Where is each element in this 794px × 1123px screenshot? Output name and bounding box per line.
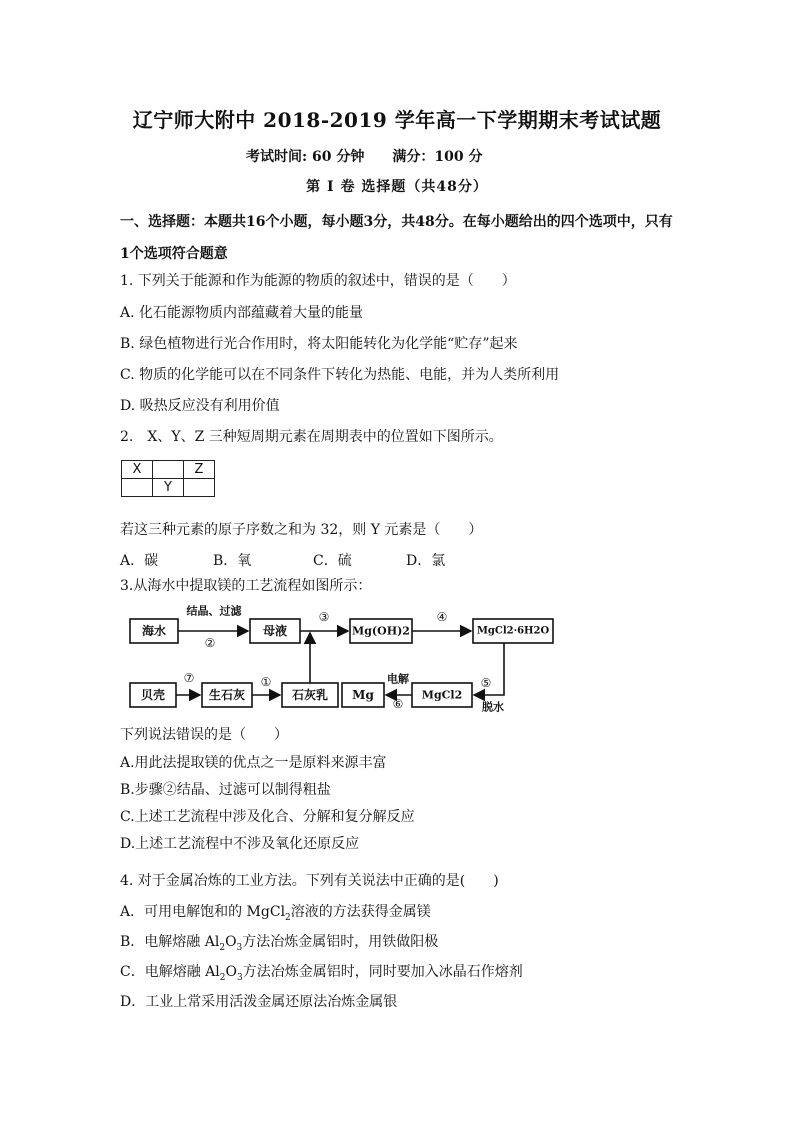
q2-option-b: B．氧 xyxy=(213,553,252,569)
table-cell xyxy=(122,479,153,497)
subscript: 3 xyxy=(236,972,243,983)
q3-option-d: D.上述工艺流程中不涉及氧化还原反应 xyxy=(120,836,360,852)
q4-option-d xyxy=(120,991,397,1011)
q4-option-c-text-2: 方法冶炼金属铝时，同时要加入冰晶石作熔剂 xyxy=(242,964,523,980)
q4-option-b-text-2: 方法冶炼金属铝时，用铁做阳极 xyxy=(242,934,439,950)
part-heading: 第 Ⅰ 卷 选择题（共48分） xyxy=(306,179,488,195)
q2-stem: 2. X、Y、Z 三种短周期元素在周期表中的位置如下图所示。 xyxy=(120,429,503,445)
q3-option-b: B.步骤②结晶、过滤可以制得粗盐 xyxy=(120,782,331,798)
q4-option-a-text: A．可用电解饱和的 MgCl xyxy=(120,904,286,920)
q2-stem-2: 若这三种元素的原子序数之和为 32，则 Y 元素是（ ） xyxy=(120,522,483,538)
flow-step-label: ③ xyxy=(318,610,330,624)
flow-box-label: Mg(OH)2 xyxy=(352,624,410,638)
table-cell: Z xyxy=(184,461,215,479)
table-cell xyxy=(184,479,215,497)
q3-stem-2: 下列说法错误的是（ ） xyxy=(120,727,288,743)
table-cell: X xyxy=(122,461,153,479)
flow-step-label: 电解 xyxy=(387,672,409,686)
flow-step-label: ④ xyxy=(436,610,448,624)
flow-box-label: 海水 xyxy=(141,624,167,638)
table-cell: Y xyxy=(153,479,184,497)
q4-option-b-text-mid: O xyxy=(225,934,237,950)
flow-step-label: ⑥ xyxy=(392,697,404,711)
exam-time: 考试时间: 60 分钟 xyxy=(246,149,365,165)
q1-option-a: A. 化石能源物质内部蕴藏着大量的能量 xyxy=(120,305,364,321)
q1-stem: 1. 下列关于能源和作为能源的物质的叙述中，错误的是（ ） xyxy=(120,273,516,289)
q4-stem: 4. 对于金属冶炼的工业方法。下列有关说法中正确的是( ) xyxy=(120,873,499,889)
exam-info xyxy=(246,146,483,166)
flow-step-label: ⑤ xyxy=(480,676,492,690)
flow-box-label: 贝壳 xyxy=(140,688,166,702)
q3-option-c: C.上述工艺流程中涉及化合、分解和复分解反应 xyxy=(120,809,415,825)
page-title: 辽宁师大附中 2018-2019 学年高一下学期期末考试试题 xyxy=(132,108,662,132)
q4-option-a-text-2: 溶液的方法获得金属镁 xyxy=(290,904,431,920)
subscript: 2 xyxy=(219,972,226,983)
q3-stem: 3.从海水中提取镁的工艺流程如图所示： xyxy=(120,578,372,594)
q4-option-d-text: D．工业上常采用活泼金属还原法冶炼金属银 xyxy=(120,994,398,1010)
mg-extraction-flowchart xyxy=(128,603,558,715)
q2-option-d: D．氯 xyxy=(406,553,446,569)
q2-option-c: C．硫 xyxy=(313,553,352,569)
q4-option-a xyxy=(120,901,431,923)
q1-option-c: C. 物质的化学能可以在不同条件下转化为热能、电能，并为人类所利用 xyxy=(120,367,560,383)
table-cell xyxy=(153,461,184,479)
flow-box-label: 生石灰 xyxy=(208,688,246,702)
flow-box-label: MgCl2·6H2O xyxy=(476,625,550,637)
flow-box-label: MgCl2 xyxy=(421,688,463,702)
flow-box-label: 母液 xyxy=(262,624,288,638)
q2-option-a: A．碳 xyxy=(120,553,159,569)
q4-option-c xyxy=(120,961,523,983)
q4-option-c-text-mid: O xyxy=(225,964,237,980)
flow-step-label: 脱水 xyxy=(482,700,504,714)
q4-option-b xyxy=(120,931,438,953)
section-intro: 一、选择题：本题共16个小题，每小题3分，共48分。在每小题给出的四个选项中，只有1个选项符合题意 xyxy=(120,214,673,262)
q1-option-b: B. 绿色植物进行光合作用时，将太阳能转化为化学能“贮存”起来 xyxy=(120,336,518,352)
subscript: 3 xyxy=(236,942,243,953)
q4-option-b-text: B．电解熔融 Al xyxy=(120,934,220,950)
flow-box-label: 石灰乳 xyxy=(291,688,329,702)
subscript: 2 xyxy=(219,942,226,953)
flow-step-label: 结晶、过滤 xyxy=(186,604,242,618)
q3-option-a: A.用此法提取镁的优点之一是原料来源丰富 xyxy=(120,755,387,771)
flow-box-label: Mg xyxy=(352,688,374,702)
q4-option-c-text: C．电解熔融 Al xyxy=(120,964,220,980)
flow-step-label: ⑦ xyxy=(183,671,195,685)
periodic-table-fragment xyxy=(121,460,215,497)
q1-option-d: D. 吸热反应没有利用价值 xyxy=(120,398,280,414)
exam-score: 满分：100 分 xyxy=(392,149,483,165)
subscript: 2 xyxy=(285,912,291,923)
flow-step-label: ② xyxy=(204,636,216,650)
flow-step-label: ① xyxy=(260,675,272,689)
